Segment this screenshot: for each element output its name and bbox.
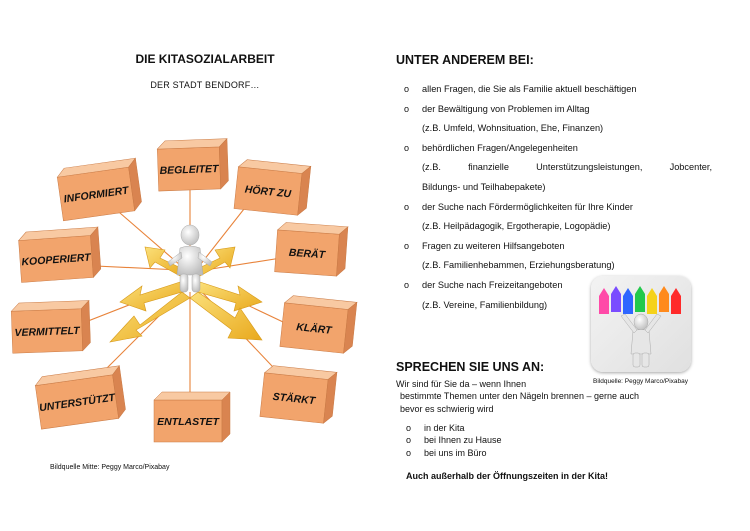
topic-text: der Bewältigung von Problemen im Alltag <box>422 103 590 114</box>
box-label: KLÄRT <box>295 321 333 337</box>
bullet-marker: o <box>406 447 412 458</box>
bullet-marker: o <box>404 103 410 114</box>
topic-list-item <box>396 198 716 218</box>
box-1 <box>157 139 229 191</box>
bullet-marker: o <box>404 240 410 251</box>
topic-list-item <box>396 158 712 178</box>
bullet-marker: o <box>404 84 410 94</box>
topic-list-item <box>396 178 716 198</box>
topic-text: Bildungs- und Teilhabepakete) <box>422 181 546 192</box>
box-label: KOOPERIERT <box>21 251 92 269</box>
bullet-marker: o <box>404 142 410 153</box>
place-text: bei Ihnen zu Hause <box>424 435 502 446</box>
box-label: HÖRT ZU <box>244 183 292 201</box>
left-subtitle: DER STADT BENDORF… <box>150 80 260 90</box>
box-8 <box>34 366 126 429</box>
topic-text: (z.B. Familienhebammen, Erziehungsberatung) <box>422 260 615 271</box>
box-6 <box>11 301 91 354</box>
bullet-marker: o <box>406 435 412 446</box>
box-5 <box>275 222 348 277</box>
topic-list-item <box>396 237 716 257</box>
place-list-item <box>406 422 502 434</box>
box-3 <box>56 158 142 221</box>
kita-hub-diagram <box>0 0 370 470</box>
topic-list-item <box>396 139 716 159</box>
bullet-marker: o <box>404 279 410 290</box>
topic-list-item <box>396 256 716 276</box>
box-label: VERMITTELT <box>14 324 80 340</box>
box-label: BERÄT <box>288 246 326 262</box>
left-title: DIE KITASOZIALARBEIT <box>135 52 275 66</box>
topic-text: der Suche nach Fördermöglichkeiten für Ihre Kinder <box>422 201 633 212</box>
box-9 <box>154 392 230 442</box>
place-list-item <box>406 434 502 446</box>
topic-text: (z.B. Vereine, Familienbildung) <box>422 299 548 310</box>
topic-list-item <box>396 80 716 100</box>
closing-note: Auch außerhalb der Öffnungszeiten in der Kita! <box>406 471 609 481</box>
box-7 <box>280 295 357 354</box>
left-image-credit: Bildquelle Mitte: Peggy Marco/Pixabay <box>50 464 170 471</box>
box-label: INFORMIERT <box>63 184 130 206</box>
topic-text: (z.B. finanzielle Unterstützungsleistungen, Jobcenter, <box>422 162 712 173</box>
place-text: bei uns im Büro <box>424 447 487 458</box>
contact-line-3: bevor es schwierig wird <box>400 403 494 414</box>
topic-text: Fragen zu weiteren Hilfsangeboten <box>422 240 565 251</box>
topic-text: (z.B. Heilpädagogik, Ergotherapie, Logopädie) <box>422 221 611 232</box>
place-text: in der Kita <box>424 423 465 433</box>
contact-line-2: bestimmte Themen unter den Nägeln brennen – gerne auch <box>400 391 639 402</box>
place-list-item <box>406 447 502 459</box>
box-4 <box>18 227 101 282</box>
pencils-figure-image <box>591 276 691 372</box>
box-label: BEGLEITET <box>159 162 219 178</box>
contact-title: SPRECHEN SIE UNS AN: <box>396 360 545 374</box>
person-figure <box>168 225 212 292</box>
box-2 <box>234 159 311 216</box>
bullet-marker: o <box>406 423 412 433</box>
topic-list-item <box>396 119 716 139</box>
photo-credit: Bildquelle: Peggy Marco/Pixabay <box>593 378 689 385</box>
topic-list-item <box>396 217 716 237</box>
topic-text: der Suche nach Freizeitangeboten <box>422 279 563 290</box>
topic-text: behördlichen Fragen/Angelegenheiten <box>422 142 578 153</box>
topic-text: (z.B. Umfeld, Wohnsituation, Ehe, Finanzen) <box>422 123 604 134</box>
box-label: STÄRKT <box>272 390 316 408</box>
bullet-marker: o <box>404 201 410 212</box>
right-title: UNTER ANDEREM BEI: <box>396 53 534 67</box>
box-label: UNTERSTÜTZT <box>38 391 116 415</box>
contact-text <box>396 378 689 415</box>
contact-line-1: Wir sind für Sie da – wenn Ihnen <box>396 379 527 389</box>
topic-text: allen Fragen, die Sie als Familie aktuell beschäftigen <box>422 84 637 94</box>
places-list <box>406 422 502 459</box>
topic-list-item <box>396 100 716 120</box>
box-label: ENTLASTET <box>157 416 219 428</box>
illustration-photo <box>591 276 691 372</box>
box-10 <box>260 365 337 424</box>
